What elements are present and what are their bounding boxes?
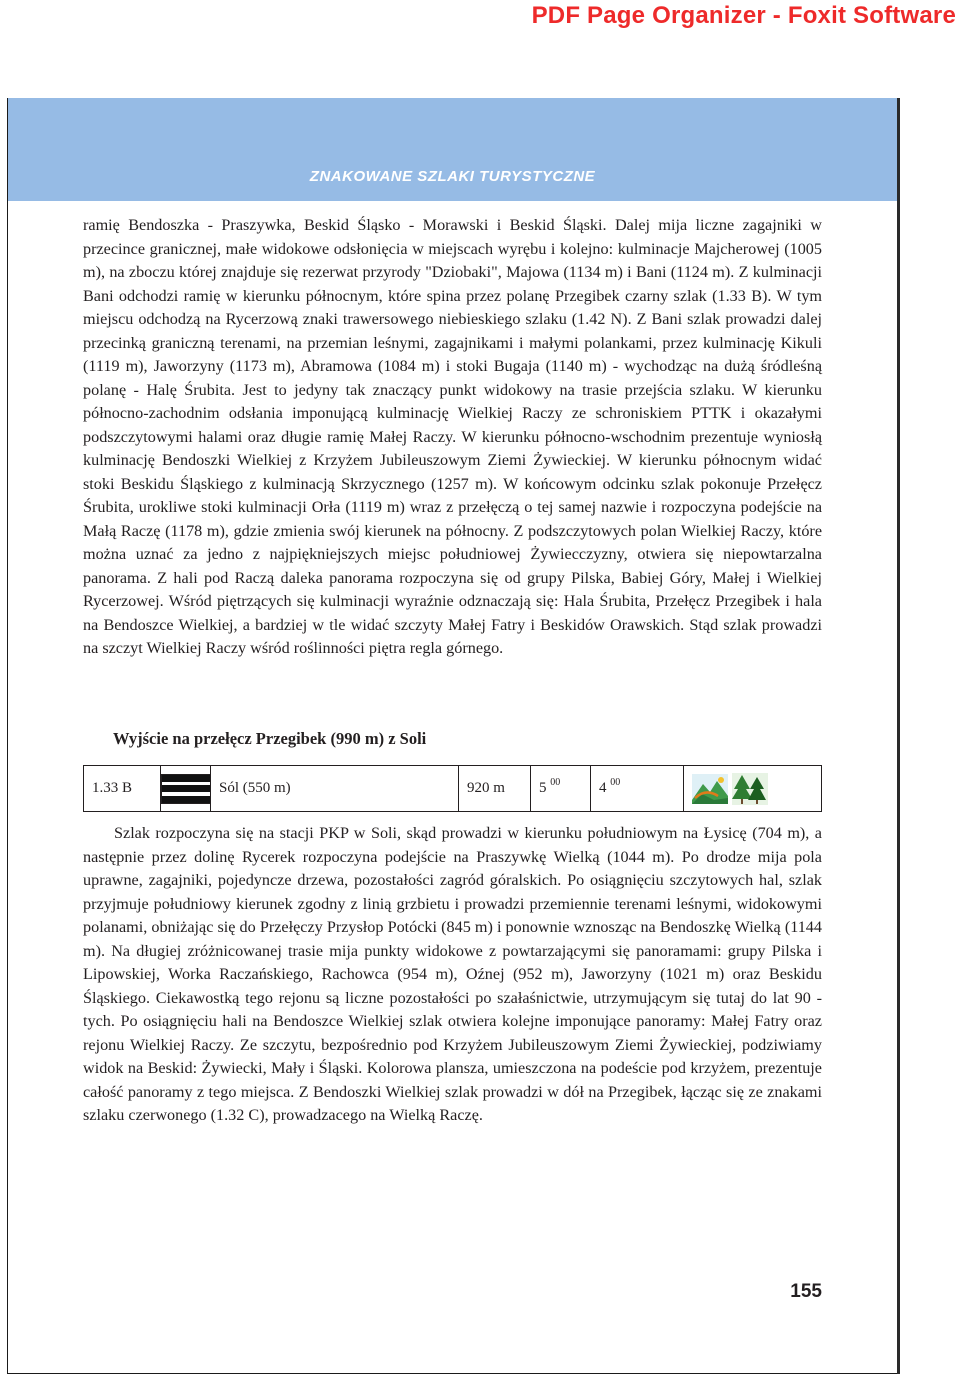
mountains-icon [692, 774, 728, 804]
section-heading: Wyjście na przełęcz Przegibek (990 m) z Soli [113, 729, 427, 748]
paragraph-continued: ramię Bendoszka - Praszywka, Beskid Śląsko - Morawski i Beskid Śląski. Dalej mija liczne zagajniki w przecince granicznej, małe widokowe odsłonięcia w miejscach wyrębu i kolejno: kulminacje Majcherowej (1005 m), na zboczu której znajduje się rezerwat przyrody "Dziobaki", Majowa (1134 m) i Bani (1124 m). Z kulminacji Bani odchodzi ramię w kierunku północnym, które spina przez polanę Przegibek czarny szlak (1.33 B). W tym miejscu odchodzą na Rycerzową znaki trawersowego niebieskiego szlaku (1.42 N). Z Bani szlak prowadzi dalej przecinką graniczną terenami, na przemian leśnymi, zagajnikami i małymi polankami, przez kulminację Kikuli (1119 m), Jaworzyny (1173 m), Abramowa (1084 m) i stoki Bugaja (1140 m) - wychodząc na dużą śródleśną polanę - Halę Śrubita. Jest to jedyny tak znaczący punkt widokowy na trasie przejścia szlaku. W kierunku północno-zachodnim odsłania imponującą kulminację Wielkiej Raczy ze schroniskiem PTTK i okazałymi podszczytowymi halami oraz długie ramię Małej Raczy. W kierunku północno-wschodnim prezentuje wyniosłą kulminację Bendoszki Wielkiej z Krzyżem Jubileuszowym Ziemi Żywieckiej. W kierunku północnym widać stoki Beskidu Śląskiego z kulminacją Skrzycznego (1257 m). W końcowym odcinku szlak pokonuje Przełęcz Śrubita, urokliwe stoki kulminacji Orła (1119 m) wraz z przełęczą o tej samej nazwie i rozpoczyna podejście na Małą Raczę (1178 m), gdzie zmienia swój kierunek na północny. Z podszczytowych polan Wielkiej Raczy, które można uznać za jedno z najpiękniejszych miejsc południowej Żywiecczyzny, otwiera się niepowtarzalna panorama. Z hali pod Raczą daleka panorama rozpoczyna się od grupy Pilska, Babiej Góry, Małej i Wielkiej Rycerzowej. Wśród piętrzących się kulminacji wyraźnie odznaczają się: Hala Śrubita, Przełęcz Przegibek i hala na Bendoszce Wielkiej, a bardziej w tle widać szczyty Małej Fatry i Beskidów Orawskich. Stąd szlak prowadzi na szczyt Wielkiej Raczy wśród roślinności piętra regla górnego. [83, 216, 822, 657]
trail-time-up: 5 $^{00}$ [531, 766, 591, 812]
table-row [84, 766, 822, 812]
trail-marker-cell [161, 766, 211, 812]
page-shadow [897, 98, 900, 1374]
trail-icons-cell [684, 766, 822, 812]
trail-description: Szlak rozpoczyna się na stacji PKP w Soli, skąd prowadzi w kierunku południowym na Łysicę (704 m), a następnie przez dolinę Rycerek rozpoczyna podejście na Praszywkę Wielką (1044 m). Po drodze mija pola uprawne, zagajniki, pojedyncze drzewa, pozostałości zagród góralskich. Po osiągnięciu szczytowych hal, szlak przyjmuje południowy kierunek zgodny z linią grzbietu i prowadzi przemiennie terenami leśnymi, widokowymi polanami, obniżając się do Przełęczy Przysłop Potócki (845 m) i ponownie wznosząc na Bendoszkę Wielką (1144 m). Na długiej zróżnicowanej trasie mija punkty widokowe z powtarzającymi się panoramami: grupy Pilska i Lipowskiej, Worka Raczańskiego, Rachowca (954 m), Oźnej (952 m), Jaworzyny (1021 m) oraz Beskidu Śląskiego. Ciekawostką tego rejonu są liczne pozostałości po szałaśnictwie, utrzymującym się tutaj do lat 90 - tych. Po osiągnięciu hali na Bendoszce Wielkiej szlak otwiera kolejne imponujące panoramy: Małej Fatry oraz rejonu Wielkiej Raczy. Ze szczytu, bezpośrednio pod Krzyżem Jubileuszowym Ziemi Żywieckiej, podziwiamy widok na Beskid: Żywiecki, Mały i Śląski. Kolorowa plansza, umieszczona na podeście pod krzyżem, prezentuje całość panoramy z tego miejsca. Z Bendoszki Wielkiej szlak prowadzi w dół na Przegibek, łącząc się ze znakami szlaku czerwonego (1.32 C), prowadzacego na Wielką Raczę. [83, 824, 822, 1124]
trail-time-down: 4 $^{00}$ [591, 766, 684, 812]
trail-marker-icon [161, 774, 211, 804]
trail-code: 1.33 B [84, 766, 161, 812]
trail-elevation-gain: 920 m [459, 766, 531, 812]
page-header-title: ZNAKOWANE SZLAKI TURYSTYCZNE [309, 168, 596, 185]
watermark: PDF Page Organizer - Foxit Software [531, 2, 956, 29]
trail-start: Sól (550 m) [211, 766, 459, 812]
page-number: 155 [790, 1281, 822, 1302]
forest-icon [732, 773, 768, 805]
trail-info-table [83, 765, 822, 812]
